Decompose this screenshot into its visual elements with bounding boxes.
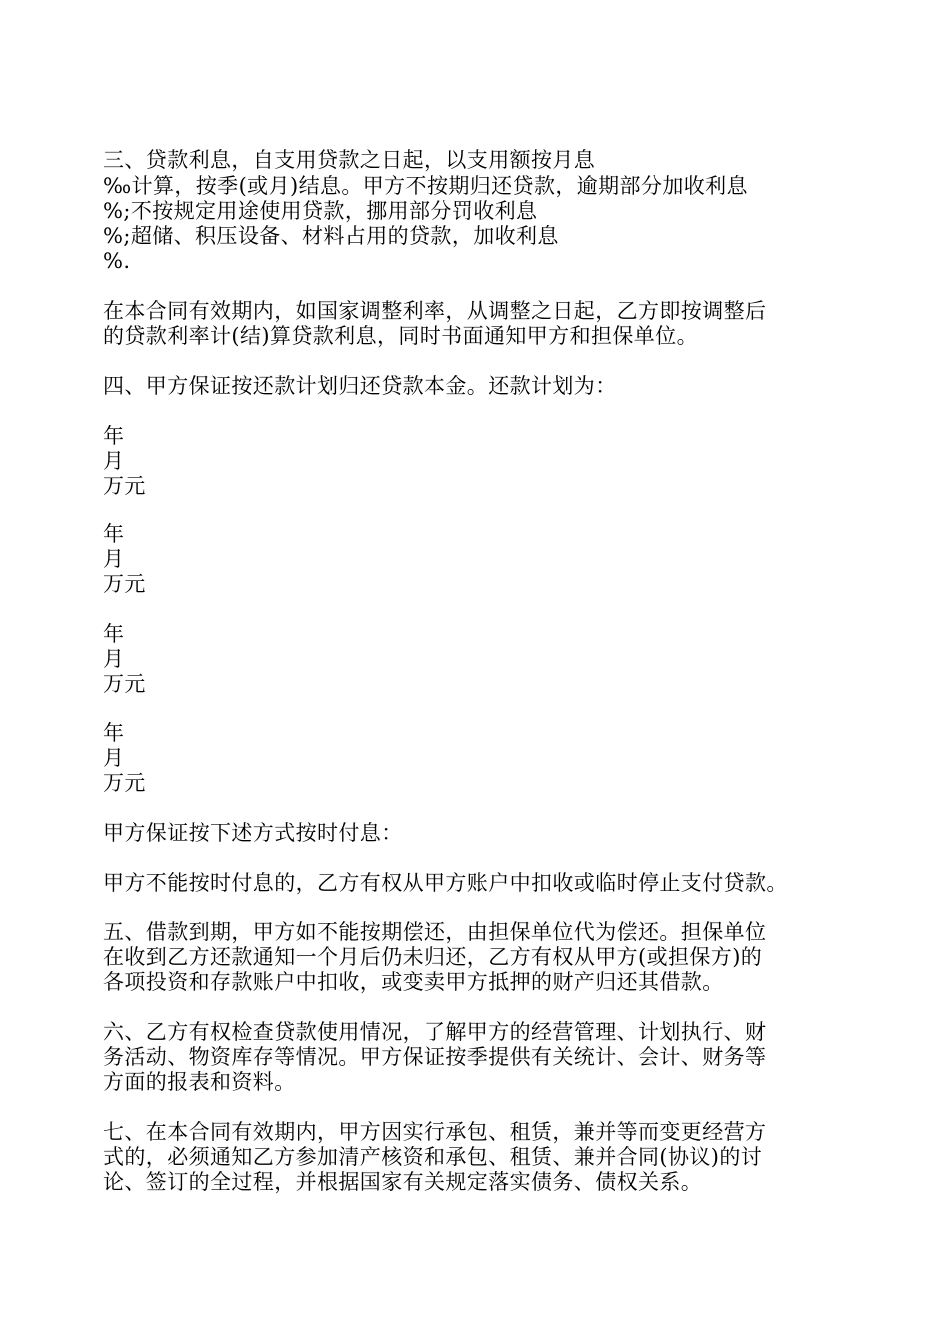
plan-3-year: 年 (103, 622, 125, 646)
plan-4-year: 年 (103, 721, 125, 745)
plan-1-amount: 万元 (103, 474, 146, 498)
section5-line2: 在收到乙方还款通知一个月后仍未归还，乙方有权从甲方(或担保方)的 (103, 945, 763, 969)
section5-line1: 五、借款到期，甲方如不能按期偿还，由担保单位代为偿还。担保单位 (103, 920, 767, 944)
section7-line2: 式的，必须通知乙方参加清产核资和承包、租赁、兼并合同(协议)的讨 (103, 1145, 763, 1169)
section7-line1: 七、在本合同有效期内，甲方因实行承包、租赁，兼并等而变更经营方 (103, 1120, 767, 1144)
rate-adjust-line2: 的贷款利率计(结)算贷款利息，同时书面通知甲方和担保单位。 (103, 324, 698, 348)
rate-adjust-line1: 在本合同有效期内，如国家调整利率，从调整之日起，乙方即按调整后 (103, 299, 767, 323)
plan-2-amount: 万元 (103, 572, 146, 596)
section7-line3: 论、签订的全过程，并根据国家有关规定落实债务、债权关系。 (103, 1170, 703, 1194)
plan-2-month: 月 (103, 547, 125, 571)
interest-line2: 甲方不能按时付息的，乙方有权从甲方账户中扣收或临时停止支付贷款。 (103, 871, 788, 895)
section3-line3: %;不按规定用途使用贷款，挪用部分罚收利息 (103, 199, 538, 223)
plan-1-month: 月 (103, 449, 125, 473)
section3-line4: %;超储、积压设备、材料占用的贷款，加收利息 (103, 224, 559, 248)
plan-4-month: 月 (103, 746, 125, 770)
plan-4-amount: 万元 (103, 771, 146, 795)
plan-1-year: 年 (103, 424, 125, 448)
interest-line1: 甲方保证按下述方式按时付息： (103, 821, 403, 845)
section5-line3: 各项投资和存款账户中扣收，或变卖甲方抵押的财产归还其借款。 (103, 970, 724, 994)
plan-2-year: 年 (103, 522, 125, 546)
section3-line5: %. (103, 249, 131, 273)
section4-line1: 四、甲方保证按还款计划归还贷款本金。还款计划为： (103, 374, 617, 398)
plan-3-amount: 万元 (103, 672, 146, 696)
section6-line3: 方面的报表和资料。 (103, 1070, 296, 1094)
section3-line2: ‰计算，按季(或月)结息。甲方不按期归还贷款，逾期部分加收利息 (103, 174, 748, 198)
section6-line1: 六、乙方有权检查贷款使用情况，了解甲方的经营管理、计划执行、财 (103, 1020, 767, 1044)
plan-3-month: 月 (103, 647, 125, 671)
section6-line2: 务活动、物资库存等情况。甲方保证按季提供有关统计、会计、财务等 (103, 1045, 767, 1069)
section3-line1: 三、贷款利息，自支用贷款之日起，以支用额按月息 (103, 148, 596, 172)
